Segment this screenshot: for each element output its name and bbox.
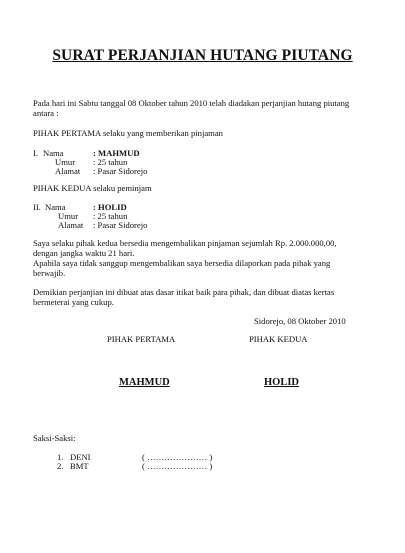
witness-2-name: BMT [70, 461, 89, 471]
signature-right-label: PIHAK KEDUA [249, 334, 308, 344]
witness-1-name: DENI [70, 452, 91, 462]
signature-right-name: HOLID [264, 377, 300, 388]
place-date: Sidorejo, 08 Oktober 2010 [254, 316, 346, 326]
party1-heading: PIHAK PERTAMA selaku yang memberikan pinjaman [33, 128, 223, 138]
witness-2-signature: ( ………………… ) [142, 461, 213, 471]
signature-left-label: PIHAK PERTAMA [107, 334, 176, 344]
witness-2-number: 2. [57, 461, 64, 471]
party1-age-label: Umur [55, 157, 76, 167]
opening-line-2: antara : [33, 108, 59, 118]
witness-1-signature: ( ………………… ) [142, 452, 213, 462]
document-title: SURAT PERJANJIAN HUTANG PIUTANG [52, 47, 353, 64]
party2-address-value: : Pasar Sidorejo [93, 220, 148, 230]
signature-left-name: MAHMUD [119, 377, 170, 388]
opening-line-1: Pada hari ini Sabtu tanggal 08 Oktober tahun 2010 telah diadakan perjanjian hutang piutang [33, 98, 350, 108]
closing-line-1: Demikian perjanjian ini dibuat atas dasar itikat baik para pihak, dan dibuat diatas kertas [33, 287, 335, 297]
witnesses-heading: Saksi-Saksi: [33, 433, 76, 443]
party1-number: I. [33, 148, 39, 158]
witness-1-number: 1. [57, 452, 64, 462]
party1-age-value: : 25 tahun [93, 157, 128, 167]
party2-name-label: Nama [45, 202, 66, 212]
party1-address-label: Alamat [55, 166, 81, 176]
party2-number: II. [33, 202, 41, 212]
terms-line-1: Saya selaku pihak kedua bersedia mengembalikan pinjaman sejumlah Rp. 2.000.000,00, [33, 238, 337, 248]
terms-line-4: berwajib. [33, 268, 66, 278]
terms-line-3: Apabila saya tidak sanggup mengembalikan saya bersedia dilaporkan pada pihak yang [33, 258, 331, 268]
closing-line-2: bermeterai yang cukup. [33, 297, 114, 307]
party2-name-value: : HOLID [93, 202, 127, 212]
party1-address-value: : Pasar Sidorejo [93, 166, 148, 176]
party2-age-value: : 25 tahun [93, 211, 128, 221]
party2-address-label: Alamat [58, 220, 84, 230]
party1-name-value: : MAHMUD [93, 148, 140, 158]
party2-heading: PIHAK KEDUA selaku peminjam [33, 183, 152, 193]
terms-line-2: dengan jangka waktu 21 hari. [33, 248, 135, 258]
party1-name-label: Nama [43, 148, 64, 158]
party2-age-label: Umur [58, 211, 79, 221]
